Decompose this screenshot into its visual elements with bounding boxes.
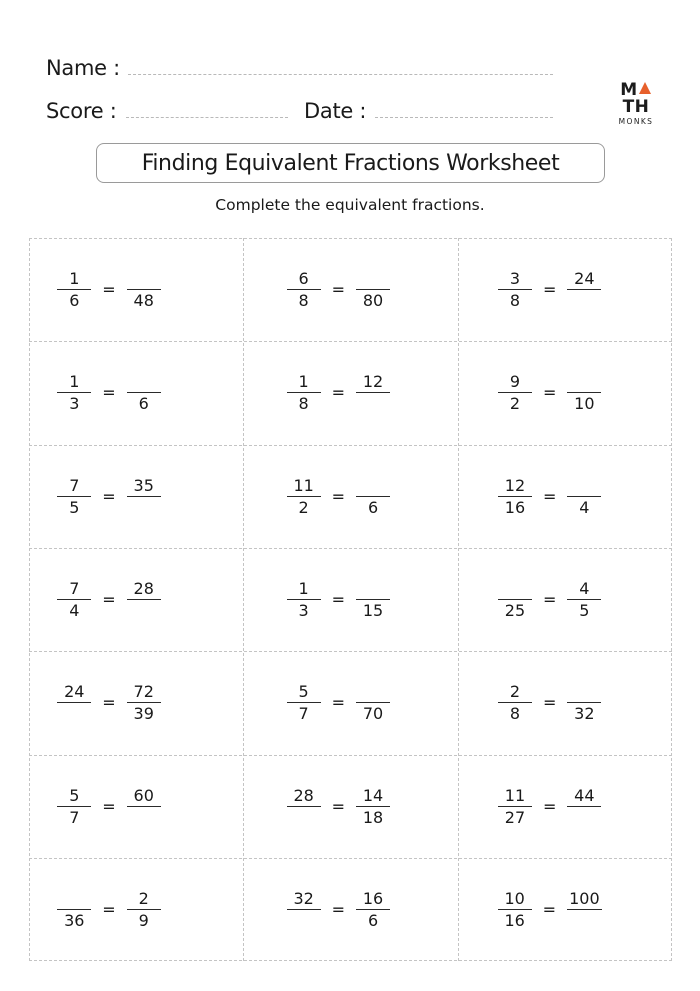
blank-denominator[interactable] xyxy=(57,703,91,723)
blank-denominator[interactable] xyxy=(287,807,321,827)
denominator: 10 xyxy=(574,394,595,414)
blank-denominator[interactable] xyxy=(567,290,601,310)
numerator: 4 xyxy=(567,579,601,600)
numerator: 28 xyxy=(287,786,321,807)
right-fraction xyxy=(127,579,161,620)
denominator: 8 xyxy=(298,394,309,414)
numerator: 11 xyxy=(498,786,532,807)
instruction-text: Complete the equivalent fractions. xyxy=(215,196,485,214)
left-fraction xyxy=(57,786,91,827)
numerator: 24 xyxy=(57,682,91,703)
denominator: 16 xyxy=(504,497,526,517)
denominator: 18 xyxy=(362,807,384,827)
equals-sign: = xyxy=(331,383,346,403)
equals-sign: = xyxy=(102,693,116,713)
numerator: 1 xyxy=(287,579,321,600)
denominator: 6 xyxy=(367,497,379,517)
problem-cell xyxy=(458,238,672,341)
left-fraction xyxy=(498,372,532,413)
problem-cell xyxy=(243,755,457,858)
left-fraction xyxy=(287,269,321,310)
left-fraction xyxy=(57,889,91,930)
numerator: 16 xyxy=(356,889,390,910)
right-fraction xyxy=(356,269,390,310)
equals-sign: = xyxy=(542,383,557,403)
left-fraction xyxy=(287,476,321,517)
numerator: 1 xyxy=(57,269,91,290)
blank-numerator[interactable] xyxy=(356,269,390,290)
blank-numerator[interactable] xyxy=(127,269,161,290)
fraction-equation xyxy=(287,372,390,413)
blank-denominator[interactable] xyxy=(287,910,321,930)
numerator: 1 xyxy=(287,372,321,393)
equals-sign: = xyxy=(102,383,116,403)
blank-numerator[interactable] xyxy=(498,579,532,600)
numerator: 7 xyxy=(57,579,91,600)
problem-cell xyxy=(458,651,672,754)
numerator: 14 xyxy=(356,786,390,807)
numerator: 24 xyxy=(567,269,601,290)
numerator: 12 xyxy=(356,372,390,393)
denominator: 4 xyxy=(69,600,80,620)
denominator: 5 xyxy=(69,497,80,517)
problem-cell xyxy=(243,548,457,651)
denominator: 6 xyxy=(367,910,379,930)
numerator: 6 xyxy=(287,269,321,290)
problem-cell xyxy=(458,445,672,548)
problem-cell xyxy=(29,755,243,858)
fraction-equation xyxy=(57,682,160,723)
right-fraction xyxy=(356,579,390,620)
right-fraction xyxy=(127,682,161,723)
problem-cell xyxy=(458,341,672,444)
blank-numerator[interactable] xyxy=(567,682,601,703)
right-fraction xyxy=(567,476,601,517)
problem-cell xyxy=(458,548,672,651)
denominator: 2 xyxy=(509,394,521,414)
problem-cell xyxy=(29,341,243,444)
denominator: 3 xyxy=(69,394,80,414)
numerator: 1 xyxy=(57,372,91,393)
blank-numerator[interactable] xyxy=(356,682,390,703)
right-fraction xyxy=(127,372,161,413)
date-label: Date : xyxy=(304,99,367,123)
fraction-equation xyxy=(498,579,601,620)
problem-cell xyxy=(243,445,457,548)
fraction-equation xyxy=(498,889,602,930)
right-fraction xyxy=(127,476,161,517)
numerator: 100 xyxy=(569,888,600,908)
blank-numerator[interactable] xyxy=(567,372,601,393)
problem-cell xyxy=(29,548,243,651)
right-fraction xyxy=(356,682,390,723)
problem-cell xyxy=(243,238,457,341)
right-fraction xyxy=(567,579,601,620)
left-fraction xyxy=(287,579,321,620)
title-text: Finding Equivalent Fractions Worksheet xyxy=(141,150,560,176)
left-fraction xyxy=(287,372,321,413)
fraction-equation xyxy=(287,476,390,517)
numerator: 9 xyxy=(498,372,532,393)
equals-sign: = xyxy=(102,589,116,609)
denominator: 6 xyxy=(69,291,80,310)
problem-cell xyxy=(458,755,672,858)
left-fraction xyxy=(498,682,532,723)
equals-sign: = xyxy=(102,486,116,506)
denominator: 2 xyxy=(298,497,309,517)
name-label: Name : xyxy=(46,56,120,80)
left-fraction xyxy=(498,476,532,517)
blank-numerator[interactable] xyxy=(567,476,601,497)
fraction-equation xyxy=(57,889,160,930)
problem-cell xyxy=(29,858,243,961)
fraction-equation xyxy=(57,476,160,517)
left-fraction xyxy=(287,682,321,723)
denominator: 7 xyxy=(69,807,80,827)
fraction-equation xyxy=(287,579,390,620)
numerator: 11 xyxy=(287,476,321,497)
fraction-equation xyxy=(498,682,601,723)
blank-numerator[interactable] xyxy=(57,889,91,910)
equals-sign: = xyxy=(331,796,346,816)
denominator: 4 xyxy=(579,497,590,517)
blank-denominator[interactable] xyxy=(127,807,161,827)
fraction-equation xyxy=(57,372,160,413)
denominator: 7 xyxy=(298,704,309,724)
equals-sign: = xyxy=(542,899,557,919)
equals-sign: = xyxy=(331,589,346,609)
denominator: 27 xyxy=(504,807,526,827)
left-fraction xyxy=(498,786,532,827)
denominator: 36 xyxy=(64,910,85,930)
fraction-equation xyxy=(498,786,601,827)
fraction-equation xyxy=(498,476,601,517)
math-monks-logo xyxy=(608,82,664,126)
right-fraction xyxy=(356,372,390,413)
right-fraction xyxy=(567,682,601,723)
left-fraction xyxy=(498,269,532,310)
right-fraction xyxy=(127,786,161,827)
numerator: 44 xyxy=(567,786,601,807)
denominator: 5 xyxy=(579,600,590,620)
equals-sign: = xyxy=(542,280,557,299)
equals-sign: = xyxy=(331,486,346,506)
denominator: 6 xyxy=(138,394,149,414)
left-fraction xyxy=(498,579,532,620)
denominator: 15 xyxy=(362,600,384,620)
right-fraction xyxy=(127,889,161,930)
left-fraction xyxy=(287,889,321,930)
left-fraction xyxy=(57,269,91,310)
denominator: 39 xyxy=(133,704,154,724)
problem-cell xyxy=(243,341,457,444)
numerator: 72 xyxy=(127,682,161,703)
numerator: 3 xyxy=(498,269,532,290)
score-label: Score : xyxy=(46,99,117,123)
blank-denominator[interactable] xyxy=(356,393,390,413)
right-fraction xyxy=(567,372,601,413)
left-fraction xyxy=(57,476,91,517)
fraction-equation xyxy=(57,269,160,310)
problem-cell xyxy=(29,651,243,754)
right-fraction xyxy=(567,889,602,930)
equals-sign: = xyxy=(542,486,557,506)
equals-sign: = xyxy=(102,899,116,919)
fraction-equation xyxy=(287,889,390,930)
problem-cell xyxy=(29,445,243,548)
denominator: 48 xyxy=(133,291,154,310)
right-fraction xyxy=(356,476,390,517)
numerator: 10 xyxy=(498,889,532,910)
right-fraction xyxy=(127,269,161,310)
numerator: 12 xyxy=(498,476,532,497)
denominator: 3 xyxy=(298,600,309,620)
denominator: 25 xyxy=(504,600,526,620)
left-fraction xyxy=(498,889,532,930)
equals-sign: = xyxy=(102,796,116,816)
numerator: 60 xyxy=(127,786,161,807)
fraction-equation xyxy=(498,372,601,413)
denominator: 8 xyxy=(509,291,521,310)
fraction-equation xyxy=(287,682,390,723)
score-field[interactable] xyxy=(126,117,288,118)
problem-cell xyxy=(243,651,457,754)
fraction-equation xyxy=(287,786,390,827)
right-fraction xyxy=(356,889,390,930)
numerator: 2 xyxy=(127,889,161,910)
problem-cell xyxy=(458,858,672,961)
numerator: 2 xyxy=(498,682,532,703)
blank-numerator[interactable] xyxy=(356,476,390,497)
left-fraction xyxy=(57,372,91,413)
triangle-icon xyxy=(639,82,651,94)
date-field[interactable] xyxy=(375,117,553,118)
numerator: 5 xyxy=(287,682,321,703)
left-fraction xyxy=(57,682,91,723)
denominator: 32 xyxy=(574,704,595,724)
name-field[interactable] xyxy=(128,74,553,75)
left-fraction xyxy=(287,786,321,827)
fraction-equation xyxy=(498,269,601,310)
blank-denominator[interactable] xyxy=(127,497,161,517)
blank-numerator[interactable] xyxy=(127,372,161,393)
logo-subtitle: MONKS xyxy=(618,117,654,126)
numerator: 28 xyxy=(127,579,161,600)
worksheet-title xyxy=(96,143,605,183)
fraction-equation xyxy=(287,269,390,310)
equals-sign: = xyxy=(331,899,346,919)
fraction-equation xyxy=(57,786,160,827)
denominator: 80 xyxy=(362,291,384,310)
equals-sign: = xyxy=(331,693,346,713)
fraction-equation xyxy=(57,579,160,620)
blank-denominator[interactable] xyxy=(567,807,601,827)
equals-sign: = xyxy=(542,589,557,609)
equals-sign: = xyxy=(331,280,346,299)
denominator: 8 xyxy=(298,291,309,310)
denominator: 9 xyxy=(138,910,149,930)
logo-wordmark: MTH xyxy=(620,80,650,117)
denominator: 16 xyxy=(504,910,525,930)
equals-sign: = xyxy=(102,280,116,299)
equals-sign: = xyxy=(542,693,557,713)
numerator: 5 xyxy=(57,786,91,807)
denominator: 70 xyxy=(362,704,384,724)
left-fraction xyxy=(57,579,91,620)
blank-denominator[interactable] xyxy=(567,910,601,930)
numerator: 7 xyxy=(57,476,91,497)
right-fraction xyxy=(567,269,601,310)
numerator: 32 xyxy=(287,889,321,910)
right-fraction xyxy=(567,786,601,827)
numerator: 35 xyxy=(127,476,161,497)
equals-sign: = xyxy=(542,796,557,816)
right-fraction xyxy=(356,786,390,827)
problem-cell xyxy=(243,858,457,961)
blank-denominator[interactable] xyxy=(127,600,161,620)
problem-cell xyxy=(29,238,243,341)
denominator: 8 xyxy=(509,704,521,724)
blank-numerator[interactable] xyxy=(356,579,390,600)
